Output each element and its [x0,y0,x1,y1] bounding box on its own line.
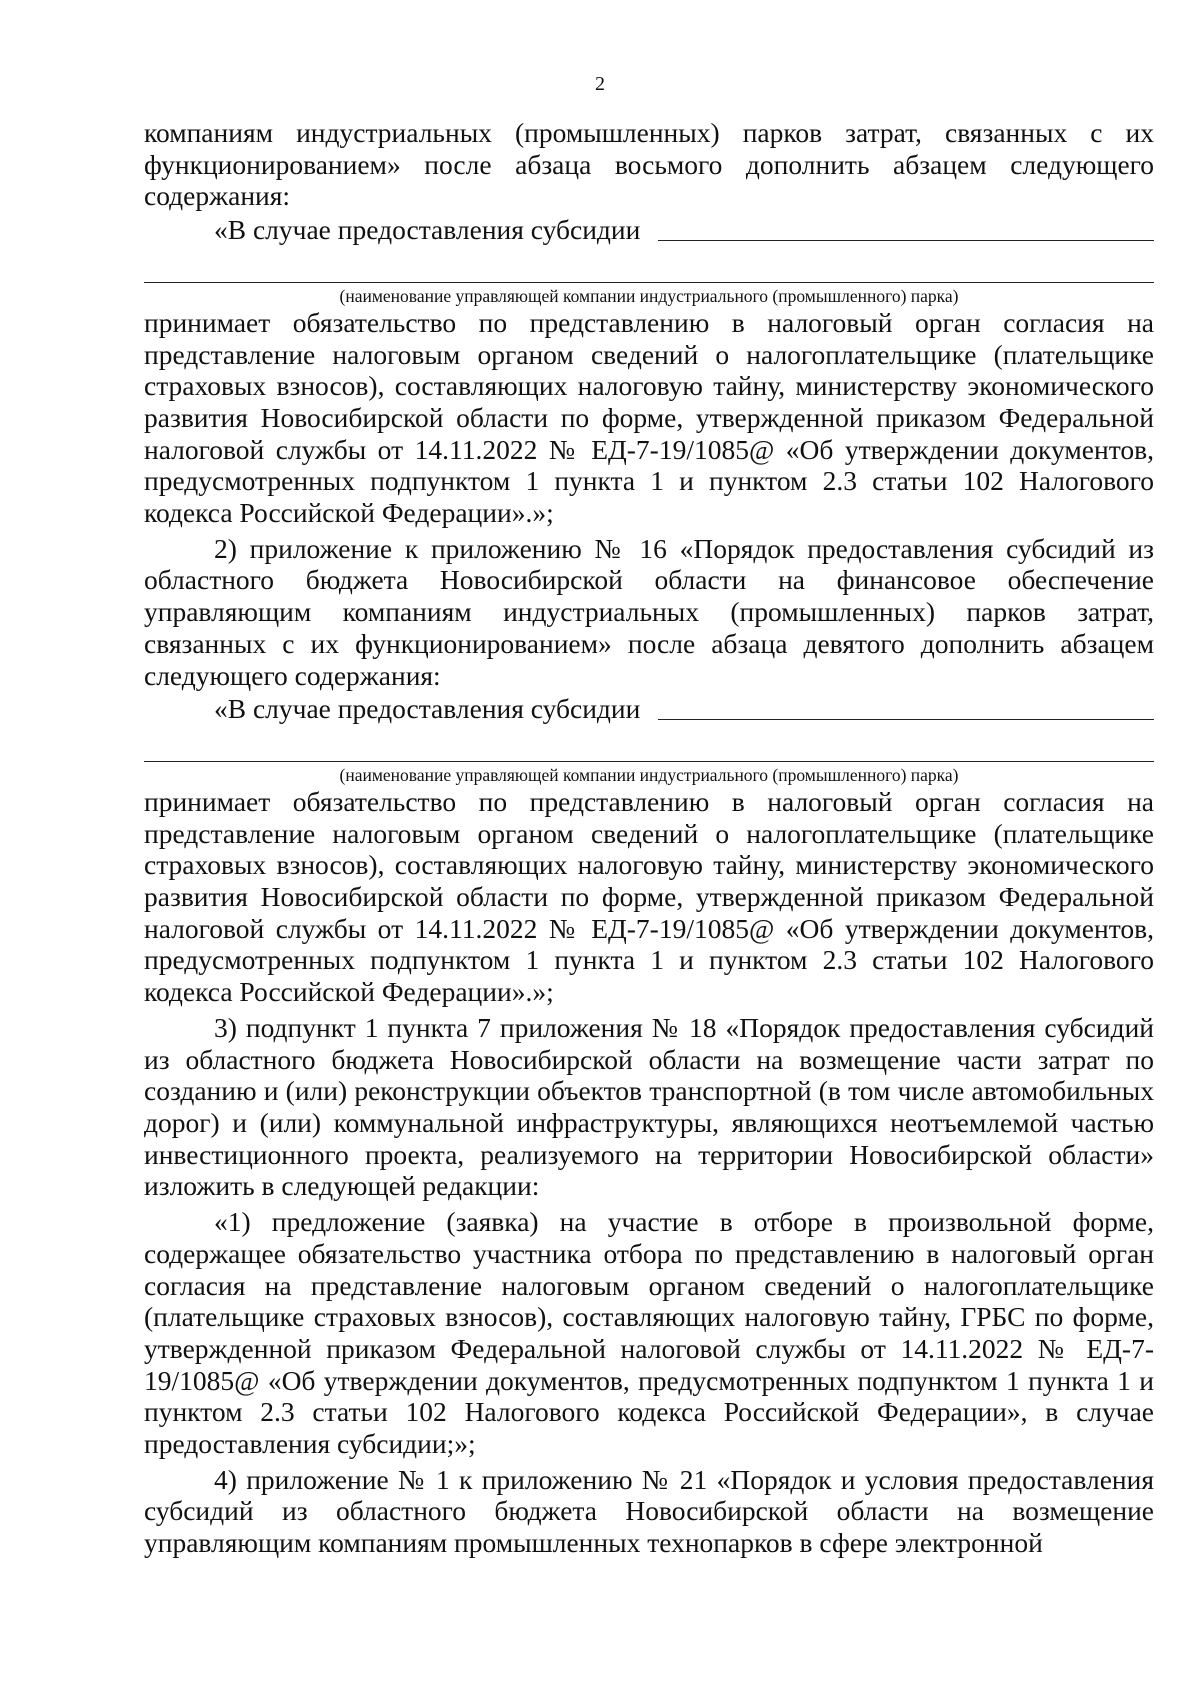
paragraph-obligation: принимает обязательство по представлению в налоговый орган согласия на представление налоговым органом сведений о налогоплательщике (плательщике страховых взносов), составляющих налоговую тайну, министерству экономического развития Новосибирской области по форме, утвержденной приказом Федеральной налоговой службы от 14.11.2022 № ЕД-7-19/1085@ «Об утверждении документов, предусмотренных подпунктом 1 пункта 1 и пунктом 2.3 статьи 102 Налогового кодекса Российской Федерации».»; [144,306,1154,529]
fill-in-full-line [144,761,1154,762]
fill-in-lead-text: «В случае предоставления субсидии [214,214,641,246]
fill-in-full-line [144,282,1154,283]
fill-in-blank-line [658,218,1154,241]
field-caption: (наименование управляющей компании индустриального (промышленного) парка) [339,285,959,306]
field-caption: (наименование управляющей компании индустриального (промышленного) парка) [339,764,959,785]
fill-in-row [144,214,1154,246]
paragraph-obligation: принимает обязательство по представлению в налоговый орган согласия на представление налоговым органом сведений о налогоплательщике (плательщике страховых взносов), составляющих налоговую тайну, министерству экономического развития Новосибирской области по форме, утвержденной приказом Федеральной налоговой службы от 14.11.2022 № ЕД-7-19/1085@ «Об утверждении документов, предусмотренных подпунктом 1 пункта 1 и пунктом 2.3 статьи 102 Налогового кодекса Российской Федерации».»; [144,785,1154,1008]
paragraph-item-2: 2) приложение к приложению № 16 «Порядок предоставления субсидий из областного бюджета Новосибирской области на финансовое обеспечение управляющим компаниям индустриальных (промышленных) парков затрат, связанных с их функционированием» после абзаца девятого дополнить абзацем следующего содержания: [144,532,1154,691]
page-number: 2 [595,73,605,95]
paragraph-item-4: 4) приложение № 1 к приложению № 21 «Порядок и условия предоставления субсидий из областного бюджета Новосибирской области на возмещение управляющим компаниям промышленных технопарков в сфере электронной [144,1463,1154,1559]
paragraph-item-3: 3) подпункт 1 пункта 7 приложения № 18 «Порядок предоставления субсидий из областного бюджета Новосибирской области на возмещение части затрат по созданию и (или) реконструкции объектов транспортной (в том числе автомобильных дорог) и (или) коммунальной инфраструктуры, являющихся неотъемлемой частью инвестиционного проекта, реализуемого на территории Новосибирской области» изложить в следующей редакции: [144,1011,1154,1202]
fill-in-row [144,693,1154,725]
fill-in-lead-text: «В случае предоставления субсидии [214,693,641,725]
paragraph-subitem-1: «1) предложение (заявка) на участие в отборе в произвольной форме, содержащее обязательство участника отбора по представлению в налоговый орган согласия на представление налоговым органом сведений о налогоплательщике (плательщике страховых взносов), составляющих налоговую тайну, ГРБС по форме, утвержденной приказом Федеральной налоговой службы от 14.11.2022 № ЕД-7-19/1085@ «Об утверждении документов, предусмотренных подпунктом 1 пункта 1 и пунктом 2.3 статьи 102 Налогового кодекса Российской Федерации», в случае предоставления субсидии;»; [144,1206,1154,1460]
document-body [144,117,1154,1559]
fill-in-blank-line [658,697,1154,720]
paragraph-continuation: компаниям индустриальных (промышленных) парков затрат, связанных с их функционированием» после абзаца восьмого дополнить абзацем следующего содержания: [144,117,1154,212]
